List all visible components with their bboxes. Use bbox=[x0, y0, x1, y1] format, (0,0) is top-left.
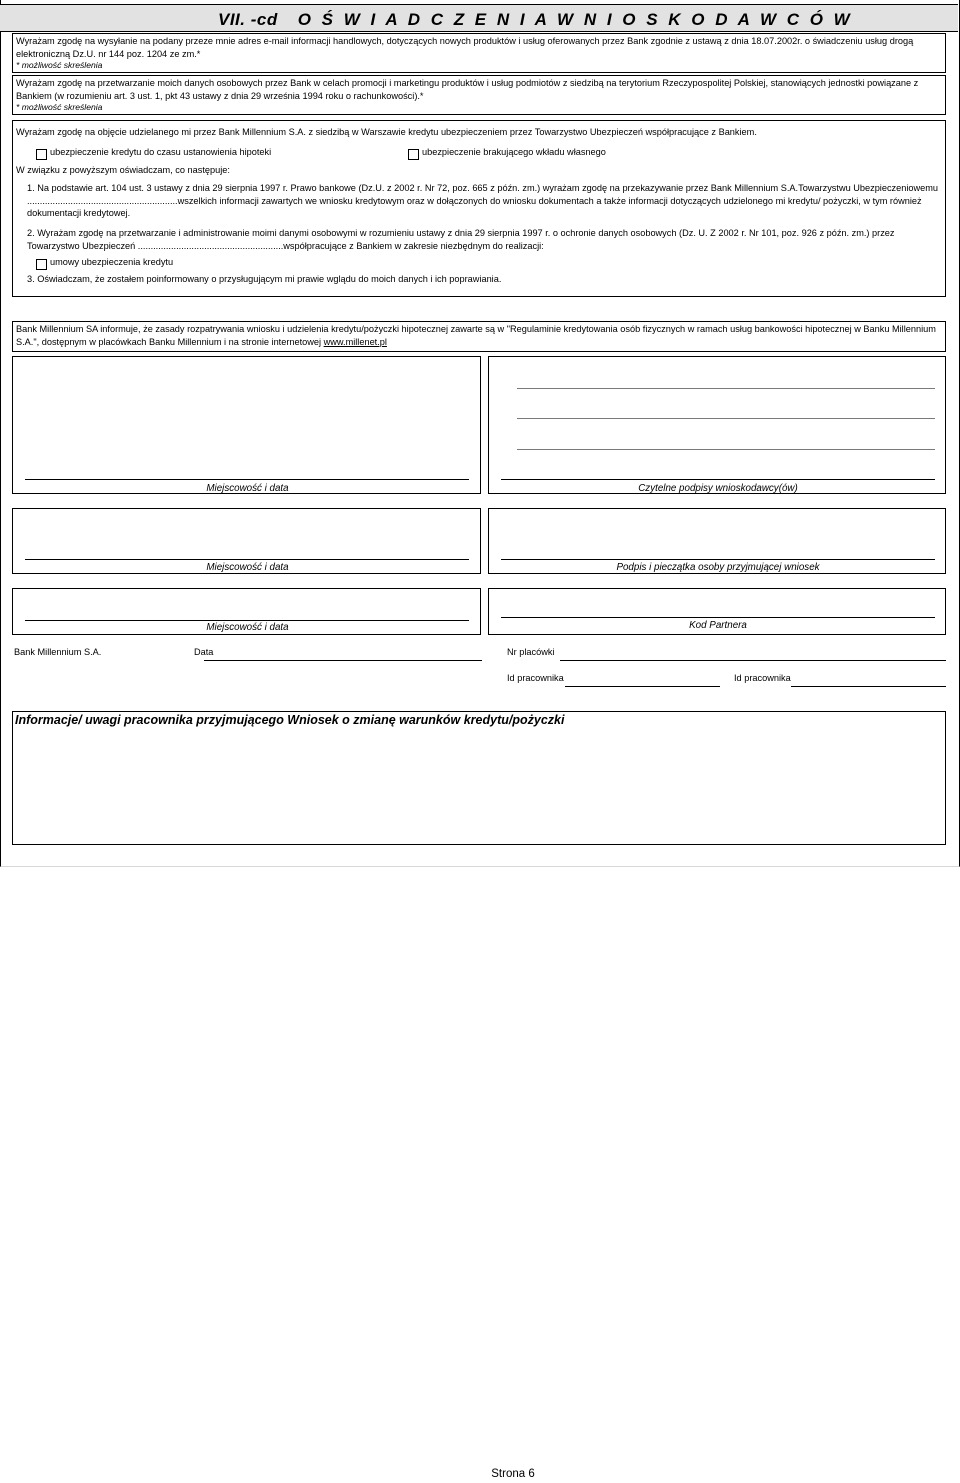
receiver-signature-line bbox=[501, 559, 935, 560]
email-consent-note: * możliwość skreślenia bbox=[16, 60, 103, 70]
email-consent-text: Wyrażam zgodę na wysyłanie na podany przeze mnie adres e-mail informacji handlowych, dotyczących nowych produktów i usług oferowanych przez Bank zgodnie z ustawą z dnia 18.07.2002r. o świadczeniu usług drogą elektroniczną Dz.U. nr 144 poz. 1204 ze zm.* bbox=[16, 36, 914, 59]
applicant-signature-line-3 bbox=[517, 449, 935, 450]
millenet-link[interactable]: www.millenet.pl bbox=[323, 336, 387, 347]
place-date-label-1: Miejscowość i data bbox=[206, 483, 289, 494]
insurance-intro: Wyrażam zgodę na objęcie udzielanego mi przez Bank Millennium S.A. z siedzibą w Warszawie kredytu ubezpieczeniem przez Towarzystwo Ubezpieczeń współpracujące z Bankiem. bbox=[16, 127, 757, 137]
page-number: Strona 6 bbox=[491, 1468, 535, 1480]
employee-id-label-2: Id pracownika bbox=[734, 673, 791, 683]
employee-id-field-2[interactable] bbox=[791, 686, 946, 687]
applicant-signature-line-2 bbox=[517, 418, 935, 419]
place-date-box-1 bbox=[12, 356, 481, 494]
section-heading: O Ś W I A D C Z E N I A W N I O S K O D A W C Ó W bbox=[297, 10, 853, 29]
insurance-point1: 1. Na podstawie art. 104 ust. 3 ustawy z dnia 29 sierpnia 1997 r. Prawo bankowe (Dz.U. z 2002 r. Nr 72, poz. 665 z późn. zm.) wyrażam zgodę na przekazywanie przez Bank Millennium S.A.Towarzystwu Ubezpieczeniowemu ...........................................................wszelkich informacji zawartych we wniosku kredytowym oraz w dołączonych do wniosku dokumentach a także informacji dotyczących udzielonego mi kredytu/ pożyczki, w tym również dokumentacji kredytowej. bbox=[27, 183, 939, 219]
place-date-label-2: Miejscowość i data bbox=[206, 562, 289, 573]
bank-name: Bank Millennium S.A. bbox=[14, 647, 102, 657]
place-date-line-2 bbox=[25, 559, 469, 560]
partner-code-line bbox=[501, 617, 935, 618]
employee-notes-box[interactable] bbox=[12, 711, 946, 845]
place-date-box-2 bbox=[12, 508, 481, 574]
partner-code-box bbox=[488, 588, 946, 635]
insurance-option2-checkbox[interactable] bbox=[408, 149, 419, 160]
marketing-consent-note: * możliwość skreślenia bbox=[16, 102, 103, 112]
applicant-signature-box bbox=[488, 356, 946, 494]
employee-id-label-1: Id pracownika bbox=[507, 673, 564, 683]
insurance-consent-box bbox=[12, 120, 946, 297]
insurance-option1-checkbox[interactable] bbox=[36, 149, 47, 160]
insurance-option3-label: umowy ubezpieczenia kredytu bbox=[50, 257, 174, 267]
insurance-point2: 2. Wyrażam zgodę na przetwarzanie i administrowanie moimi danymi osobowymi w rozumieniu ustawy z dnia 29 sierpnia 1997 r. o ochronie danych osobowych (Dz. U. Z 2002 r. Nr 101, poz. 926 z późn. zm.) przez Towarzystwo Ubezpieczeń .........................................................współpracujące z Bankiem w zakresie niezbędnym do realizacji: bbox=[27, 228, 895, 251]
bank-date-label: Data bbox=[194, 647, 214, 657]
place-date-label-3: Miejscowość i data bbox=[206, 622, 289, 633]
insurance-option1-label: ubezpieczenie kredytu do czasu ustanowienia hipoteki bbox=[50, 147, 272, 157]
marketing-consent-box bbox=[12, 75, 946, 115]
receiver-signature-label: Podpis i pieczątka osoby przyjmującej wniosek bbox=[616, 562, 820, 573]
place-date-line-1 bbox=[25, 479, 469, 480]
partner-code-label: Kod Partnera bbox=[689, 620, 747, 631]
insurance-point3: 3. Oświadczam, że zostałem poinformowany o przysługującym mi prawie wglądu do moich danych i ich poprawiania. bbox=[27, 274, 502, 284]
regulations-info-text bbox=[16, 323, 941, 348]
employee-id-field-1[interactable] bbox=[565, 686, 720, 687]
applicant-signature-line-1 bbox=[517, 388, 935, 389]
insurance-option2-label: ubezpieczenie brakującego wkładu własnego bbox=[422, 147, 606, 157]
insurance-option3-checkbox[interactable] bbox=[36, 259, 47, 270]
branch-number-label: Nr placówki bbox=[507, 647, 555, 657]
insurance-lead: W związku z powyższym oświadczam, co następuje: bbox=[16, 165, 230, 175]
regulations-info-body: Bank Millennium SA informuje, że zasady rozpatrywania wniosku i udzielenia kredytu/pożyczki hipotecznej zawarte są w "Regulaminie kredytowania osób fizycznych w ramach usług bankowości hipotecznej w Banku Millennium S.A.", dostępnym w placówkach Banku Millennium i na stronie internetowej bbox=[16, 324, 936, 347]
email-consent-box bbox=[12, 33, 946, 73]
receiver-signature-box bbox=[488, 508, 946, 574]
applicant-signature-label: Czytelne podpisy wnioskodawcy(ów) bbox=[638, 483, 798, 494]
marketing-consent-text: Wyrażam zgodę na przetwarzanie moich danych osobowych przez Bank w celach promocji i marketingu produktów i usług podmiotów z siedzibą na terytorium Rzeczypospolitej Polskiej, stanowiących jednostki powiązane z Bankiem (w rozumieniu art. 3 ust. 1, pkt 43 ustawy z dnia 29 września 1994 roku o rachunkowości).* bbox=[16, 78, 919, 101]
place-date-box-3 bbox=[12, 588, 481, 635]
section-title bbox=[218, 8, 853, 31]
section-number: VII. -cd bbox=[218, 10, 278, 29]
regulations-info-box bbox=[12, 321, 946, 352]
bank-date-field[interactable] bbox=[204, 660, 482, 661]
employee-notes-title: Informacje/ uwagi pracownika przyjmującego Wniosek o zmianę warunków kredytu/pożyczki bbox=[15, 713, 565, 727]
applicant-signature-line-4 bbox=[501, 479, 935, 480]
branch-number-field[interactable] bbox=[560, 660, 946, 661]
